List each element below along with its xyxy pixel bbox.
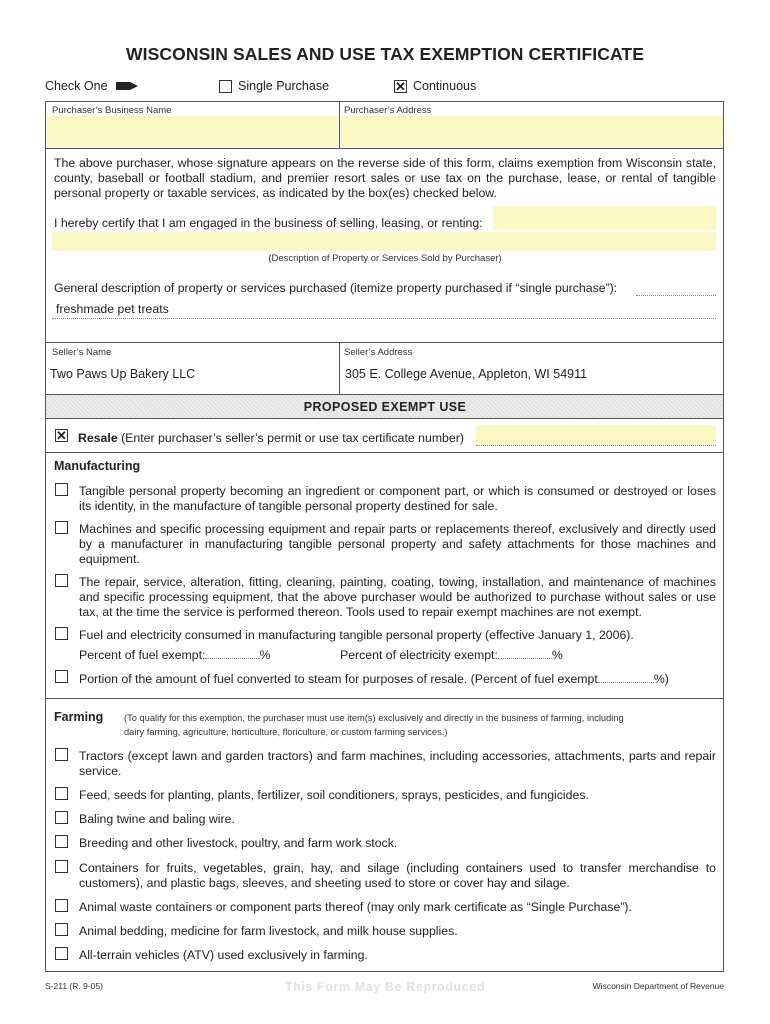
fuel-percent-sign: % — [259, 648, 271, 662]
manufacturing-item-2-checkbox[interactable] — [55, 521, 68, 534]
form-id: S-211 (R. 9-05) — [45, 981, 103, 991]
farming-item-7: Animal bedding, medicine for farm livestock, and milk house supplies. — [79, 924, 458, 938]
check-one-label: Check One — [45, 79, 108, 93]
form-title: WISCONSIN SALES AND USE TAX EXEMPTION CERTIFICATE — [126, 44, 644, 64]
manufacturing-item-5: Portion of the amount of fuel converted to steam for purposes of resale. (Percent of fuel exempt — [79, 672, 598, 686]
resale-permit-field[interactable] — [476, 425, 716, 445]
farming-item-5-checkbox[interactable] — [55, 860, 68, 873]
farming-item-3: Baling twine and baling wire. — [79, 812, 235, 826]
certify-caption: (Description of Property or Services Sold by Purchaser) — [268, 253, 502, 264]
farming-item-7-checkbox[interactable] — [55, 923, 68, 936]
farming-item-3-checkbox[interactable] — [55, 811, 68, 824]
farming-item-4: Breeding and other livestock, poultry, and farm work stock. — [79, 836, 398, 850]
farming-item-6: Animal waste containers or component parts thereof (may only mark certificate as “Single Purchase”). — [79, 900, 632, 914]
farming-item-8: All-terrain vehicles (ATV) used exclusively in farming. — [79, 948, 368, 962]
fuel-percent-row — [79, 647, 270, 663]
general-description-label: General description of property or services purchased (itemize property purchased if “single purchase”): — [54, 281, 618, 295]
farming-item-2: Feed, seeds for planting, plants, fertilizer, soil conditioners, sprays, pesticides, and fungicides. — [79, 788, 589, 802]
resale-label-bold: Resale — [78, 431, 118, 445]
proposed-exempt-use-heading: PROPOSED EXEMPT USE — [303, 400, 467, 414]
farming-item-2-checkbox[interactable] — [55, 787, 68, 800]
manufacturing-item-1-checkbox[interactable] — [55, 483, 68, 496]
steam-percent-field[interactable] — [598, 671, 654, 683]
resale-checkbox[interactable]: ✕ — [56, 428, 67, 443]
certify-label: I hereby certify that I am engaged in the business of selling, leasing, or renting: — [54, 216, 483, 230]
purchaser-address-label: Purchaser’s Address — [344, 105, 432, 116]
manufacturing-item-4-checkbox[interactable] — [55, 627, 68, 640]
single-purchase-checkbox[interactable] — [219, 80, 232, 93]
electricity-percent-label: Percent of electricity exempt: — [340, 648, 498, 662]
certify-field-line2[interactable] — [52, 232, 716, 251]
fuel-percent-label: Percent of fuel exempt: — [79, 648, 206, 662]
farming-item-8-checkbox[interactable] — [55, 947, 68, 960]
seller-name-value[interactable]: Two Paws Up Bakery LLC — [50, 367, 196, 381]
manufacturing-item-4: Fuel and electricity consumed in manufacturing tangible personal property (effective January 1, 2006). — [79, 628, 634, 642]
farming-note: (To qualify for this exemption, the purchaser must use item(s) exclusively and directly in the business of farming, including dairy farming, agriculture, horticulture, floriculture, or custom farming services.) — [124, 713, 624, 737]
farming-item-6-checkbox[interactable] — [55, 899, 68, 912]
farming-item-4-checkbox[interactable] — [55, 835, 68, 848]
electricity-percent-field[interactable] — [498, 647, 552, 659]
purchaser-address-field[interactable] — [341, 116, 723, 147]
reproduce-watermark: This Form May Be Reproduced — [284, 980, 486, 994]
continuous-checkbox[interactable]: ✕ — [395, 79, 406, 94]
manufacturing-item-5-checkbox[interactable] — [55, 670, 68, 683]
resale-label-rest: (Enter purchaser’s seller’s permit or use tax certificate number) — [117, 431, 464, 445]
manufacturing-item-3: The repair, service, alteration, fitting, cleaning, painting, coating, towing, installation, and maintenance of machines and specific processing equipment, that the above purchaser would be authorized to purchase without sales or use tax, at the time the service is performed thereon. Tools used to repair exempt machines are not exempt. — [79, 575, 716, 619]
electricity-percent-sign: % — [551, 648, 563, 662]
resale-label — [78, 431, 464, 446]
steam-percent-close: %) — [653, 672, 669, 686]
manufacturing-heading: Manufacturing — [54, 459, 141, 473]
continuous-label: Continuous — [413, 79, 477, 93]
farming-heading: Farming — [54, 710, 104, 724]
manufacturing-item-3-checkbox[interactable] — [55, 574, 68, 587]
farming-item-1: Tractors (except lawn and garden tractors) and farm machines, including accessories, attachments, parts and repair service. — [79, 749, 716, 778]
electricity-percent-row — [340, 647, 563, 663]
fuel-percent-field[interactable] — [205, 647, 259, 659]
single-purchase-label: Single Purchase — [238, 79, 330, 93]
exemption-statement: The above purchaser, whose signature appears on the reverse side of this form, claims exemption from Wisconsin state, county, baseball or football stadium, and premier resort sales or use tax on the purchase, lease, or rental of tangible personal property or taxable services, as indicated by the box(es) checked below. — [54, 156, 716, 200]
seller-address-label: Seller’s Address — [344, 347, 413, 358]
purchaser-business-name-label: Purchaser’s Business Name — [52, 105, 172, 116]
farming-item-1-checkbox[interactable] — [55, 748, 68, 761]
manufacturing-item-5-row — [79, 671, 669, 687]
seller-name-label: Seller’s Name — [52, 347, 112, 358]
manufacturing-item-2: Machines and specific processing equipment and repair parts or replacements thereof, exclusively and directly used by a manufacturer in manufacturing tangible personal property and safety attachments for those machines and equipment. — [79, 522, 716, 566]
manufacturing-item-1: Tangible personal property becoming an ingredient or component part, or which is consumed or destroyed or loses its identity, in the manufacture of tangible personal property destined for sale. — [79, 484, 716, 513]
department-name: Wisconsin Department of Revenue — [592, 981, 724, 991]
general-description-value[interactable]: freshmade pet treats — [56, 302, 169, 316]
purchaser-business-name-field[interactable] — [47, 116, 338, 147]
arrow-right-icon — [116, 81, 138, 91]
farming-item-5: Containers for fruits, vegetables, grain, hay, and silage (including containers used to transfer merchandise to customers), and plastic bags, sleeves, and sheeting used to store or cover hay and silage. — [79, 861, 716, 890]
certify-field-line1[interactable] — [493, 206, 716, 230]
seller-address-value[interactable]: 305 E. College Avenue, Appleton, WI 54911 — [345, 367, 588, 381]
